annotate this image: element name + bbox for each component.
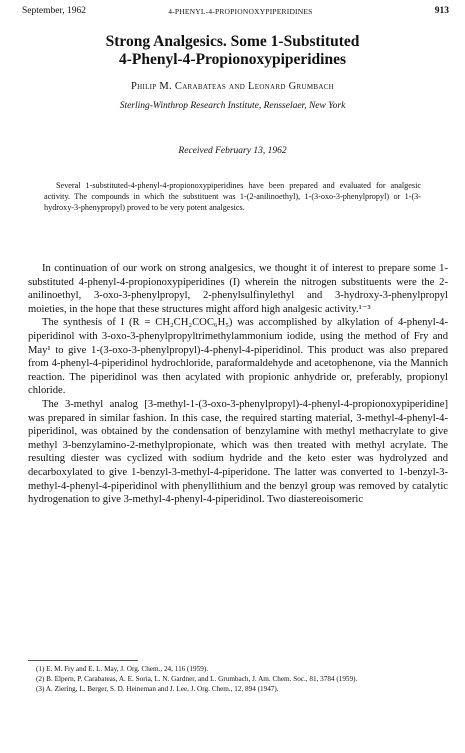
footnote-rule — [28, 660, 138, 661]
article-body — [28, 262, 448, 507]
body-paragraph: The synthesis of I (R = CH₂CH₂COC₆H₅) was accomplished by alkylation of 4-phenyl-4-piperidinol with 3-oxo-3-phenylpropyltrimethylammonium iodide, using the method of Fry and May¹ to give 1-(3-oxo-3-phenylpropyl)-4-phenyl-4-piperidinol. This product was also prepared from 4-phenyl-4-piperidinol hydrochloride, paraformaldehyde and acetophenone, via the Mannich reaction. The piperidinol was then acylated with propionic anhydride or, preferably, propionyl chloride. — [28, 317, 448, 397]
body-paragraph: In continuation of our work on strong analgesics, we thought it of interest to prepare some 1-substituted 4-phenyl-4-propionoxypiperidines (I) wherein the nitrogen substituents were the 2-anilinoethyl, 3-oxo-3-phenylpropyl, 2-phenylsulfinylethyl and 3-hydroxy-3-phenylpropyl moieties, in the hope that these structures might afford high analgesic activity.¹⁻³ — [28, 263, 448, 315]
authors: Philip M. Carabateas and Leonard Grumbach — [130, 81, 335, 92]
title-line-1: Strong Analgesics. Some 1-Substituted — [105, 33, 360, 50]
abstract: Several 1-substituted-4-phenyl-4-propionoxypiperidines have been prepared and evaluated for analgesic activity. The compounds in which the substituent was 1-(2-anilinoethyl), 1-(3-oxo-3-phenylpropyl) or 1-(3-hydroxy-3-phenypropyl) proved to be very potent analgesics. — [44, 181, 421, 212]
reference-item: (2) B. Elpern, P. Carabateas, A. E. Soria, L. N. Gardner, and L. Grumbach, J. Am. Chem. Soc., 81, 3784 (1959). — [36, 675, 358, 684]
header-date: September, 1962 — [22, 6, 86, 16]
affiliation: Sterling-Winthrop Research Institute, Rensselaer, New York — [119, 101, 346, 111]
received-date: Received February 13, 1962 — [178, 146, 287, 156]
references — [28, 664, 448, 695]
title-line-2: 4-Phenyl-4-Propionoxypiperidines — [118, 51, 347, 68]
header-running-title: 4-PHENYL-4-PROPIONOXYPIPERIDINES — [168, 6, 313, 16]
body-paragraph: The 3-methyl analog [3-methyl-1-(3-oxo-3-phenylpropyl)-4-phenyl-4-propionoxypiperidine] was prepared in similar fashion. In this case, the required starting material, 3-methyl-4-phenyl-4-piperidinol, was obtained by the condensation of benzylamine with methyl methacrylate to give methyl 3-benzylamino-2-methylpropionate, which was then treated with methyl acrylate. The resulting diester was cyclized with sodium hydride and the keto ester was hydrolyzed and decarboxylated to give 1-benzyl-3-methyl-4-piperidone. The latter was converted to 1-benzyl-3-methyl-4-phenyl-4-piperidinol with phenyllithium and the benzyl group was removed by catalytic hydrogenation to give 3-methyl-4-phenyl-4-piperidinol. Two diastereoisomeric — [28, 398, 448, 506]
reference-item: (3) A. Ziering, L. Berger, S. D. Heineman and J. Lee, J. Org. Chem., 12, 894 (1947). — [36, 685, 279, 694]
running-header — [22, 4, 449, 18]
header-page-number: 913 — [434, 6, 449, 16]
article-title — [20, 33, 445, 69]
reference-item: (1) E. M. Fry and E. L. May, J. Org. Chem., 24, 116 (1959). — [36, 665, 209, 673]
